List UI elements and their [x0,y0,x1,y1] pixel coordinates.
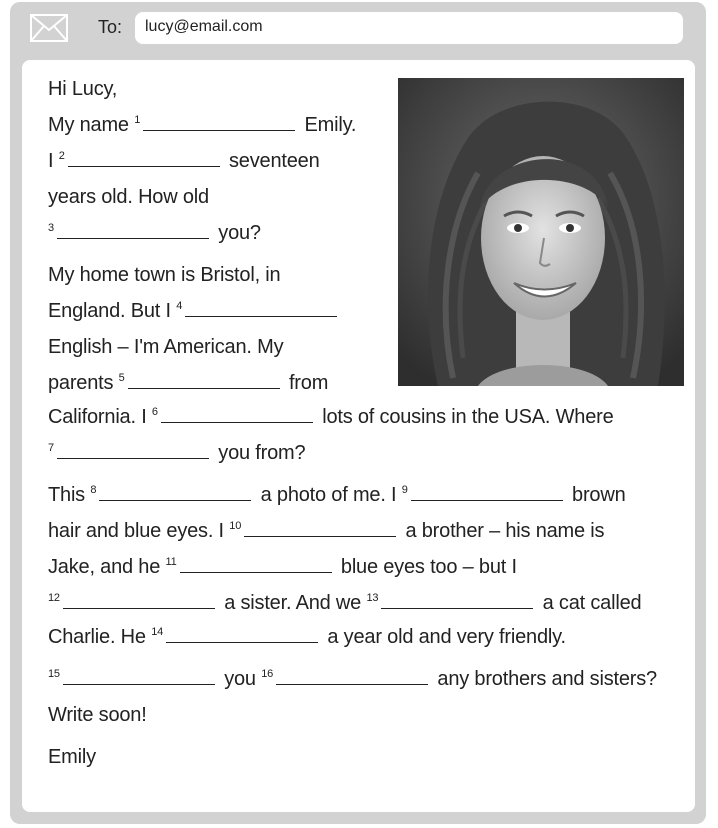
gap-number: 14 [151,626,164,638]
letter-line [48,186,209,209]
gap-number: 12 [48,592,60,604]
letter-text-segment: Charlie. He [48,626,146,648]
gap-blank-11[interactable] [180,556,332,573]
letter-text-segment: any brothers and sisters? [437,668,657,690]
gap-blank-13[interactable] [381,592,533,609]
gap-number: 2 [58,150,65,162]
gap-number: 11 [165,556,177,568]
gap-blank-15[interactable] [63,668,215,685]
letter-line [48,484,626,507]
letter-line [48,406,614,429]
letter-line [48,442,305,465]
letter-text-segment: a brother – his name is [405,520,605,542]
letter-text-segment: Emily. [304,114,357,136]
letter-line [48,222,261,245]
gap-blank-3[interactable] [57,222,209,239]
letter-line [48,336,283,359]
gap-blank-6[interactable] [161,406,313,423]
gap-number: 13 [366,592,379,604]
letter-text-segment: California. I [48,406,147,428]
gap-number: 10 [229,520,242,532]
gap-number: 8 [90,484,97,496]
letter-line [48,746,96,769]
email-window [10,2,706,824]
letter-text-segment: English – I'm American. My [48,336,284,358]
letter-text-segment: seventeen [229,150,320,172]
recipient-field[interactable]: lucy@email.com [135,12,683,44]
letter-line [48,150,320,173]
letter-text-segment: a photo of me. I [260,484,397,506]
letter-text-segment: My name [48,114,129,136]
letter-text-segment: Write soon! [48,704,147,726]
gap-number: 5 [118,372,125,384]
gap-blank-16[interactable] [276,668,428,685]
portrait-photo [398,78,684,386]
letter-text-segment: hair and blue eyes. I [48,520,224,542]
email-header [10,2,706,54]
letter-line [48,520,604,543]
gap-blank-1[interactable] [143,114,295,131]
gap-number: 16 [261,668,274,680]
gap-number: 9 [401,484,408,496]
gap-number: 3 [48,222,54,234]
letter-line [48,300,341,323]
letter-line [48,114,356,137]
letter-text-segment: Jake, and he [48,556,161,578]
letter-line [48,78,117,101]
letter-text-segment: a cat called [542,592,642,614]
gap-blank-14[interactable] [166,626,318,643]
letter-text-segment: parents [48,372,114,394]
letter-text-segment: you [224,668,256,690]
gap-blank-8[interactable] [99,484,251,501]
letter-text-segment: brown [572,484,626,506]
letter-text-segment: My home town is Bristol, in [48,264,281,286]
gap-number: 7 [48,442,54,454]
gap-number: 4 [176,300,183,312]
letter-text-segment: you? [218,222,261,244]
letter-line [48,556,517,579]
envelope-icon [30,14,68,42]
to-label: To: [98,17,123,37]
letter-text-segment: I [48,150,54,172]
letter-text-segment: England. But I [48,300,171,322]
letter-text-segment: you from? [218,442,306,464]
letter-text-segment: years old. How old [48,186,209,208]
gap-blank-4[interactable] [185,300,337,317]
letter-text-segment: a year old and very friendly. [327,626,566,648]
letter-line [48,668,657,691]
letter-text-segment: lots of cousins in the USA. Where [322,406,614,428]
letter-line [48,592,641,615]
letter-text-segment: a sister. And we [224,592,362,614]
gap-number: 15 [48,668,60,680]
gap-blank-5[interactable] [128,372,280,389]
letter-text-segment: blue eyes too – but I [340,556,517,578]
gap-blank-9[interactable] [411,484,563,501]
letter-line [48,704,147,727]
letter-text-segment: from [288,372,329,394]
gap-number: 1 [134,114,141,126]
letter-text-segment: This [48,484,85,506]
gap-number: 6 [151,406,158,418]
gap-blank-12[interactable] [63,592,215,609]
letter-text-segment: Emily [48,746,96,768]
gap-blank-10[interactable] [244,520,396,537]
letter-line [48,626,566,649]
gap-blank-2[interactable] [68,150,220,167]
letter-text-segment: Hi Lucy, [48,78,118,100]
letter-line [48,372,328,395]
letter-line [48,264,280,287]
email-body [22,60,695,812]
gap-blank-7[interactable] [57,442,209,459]
